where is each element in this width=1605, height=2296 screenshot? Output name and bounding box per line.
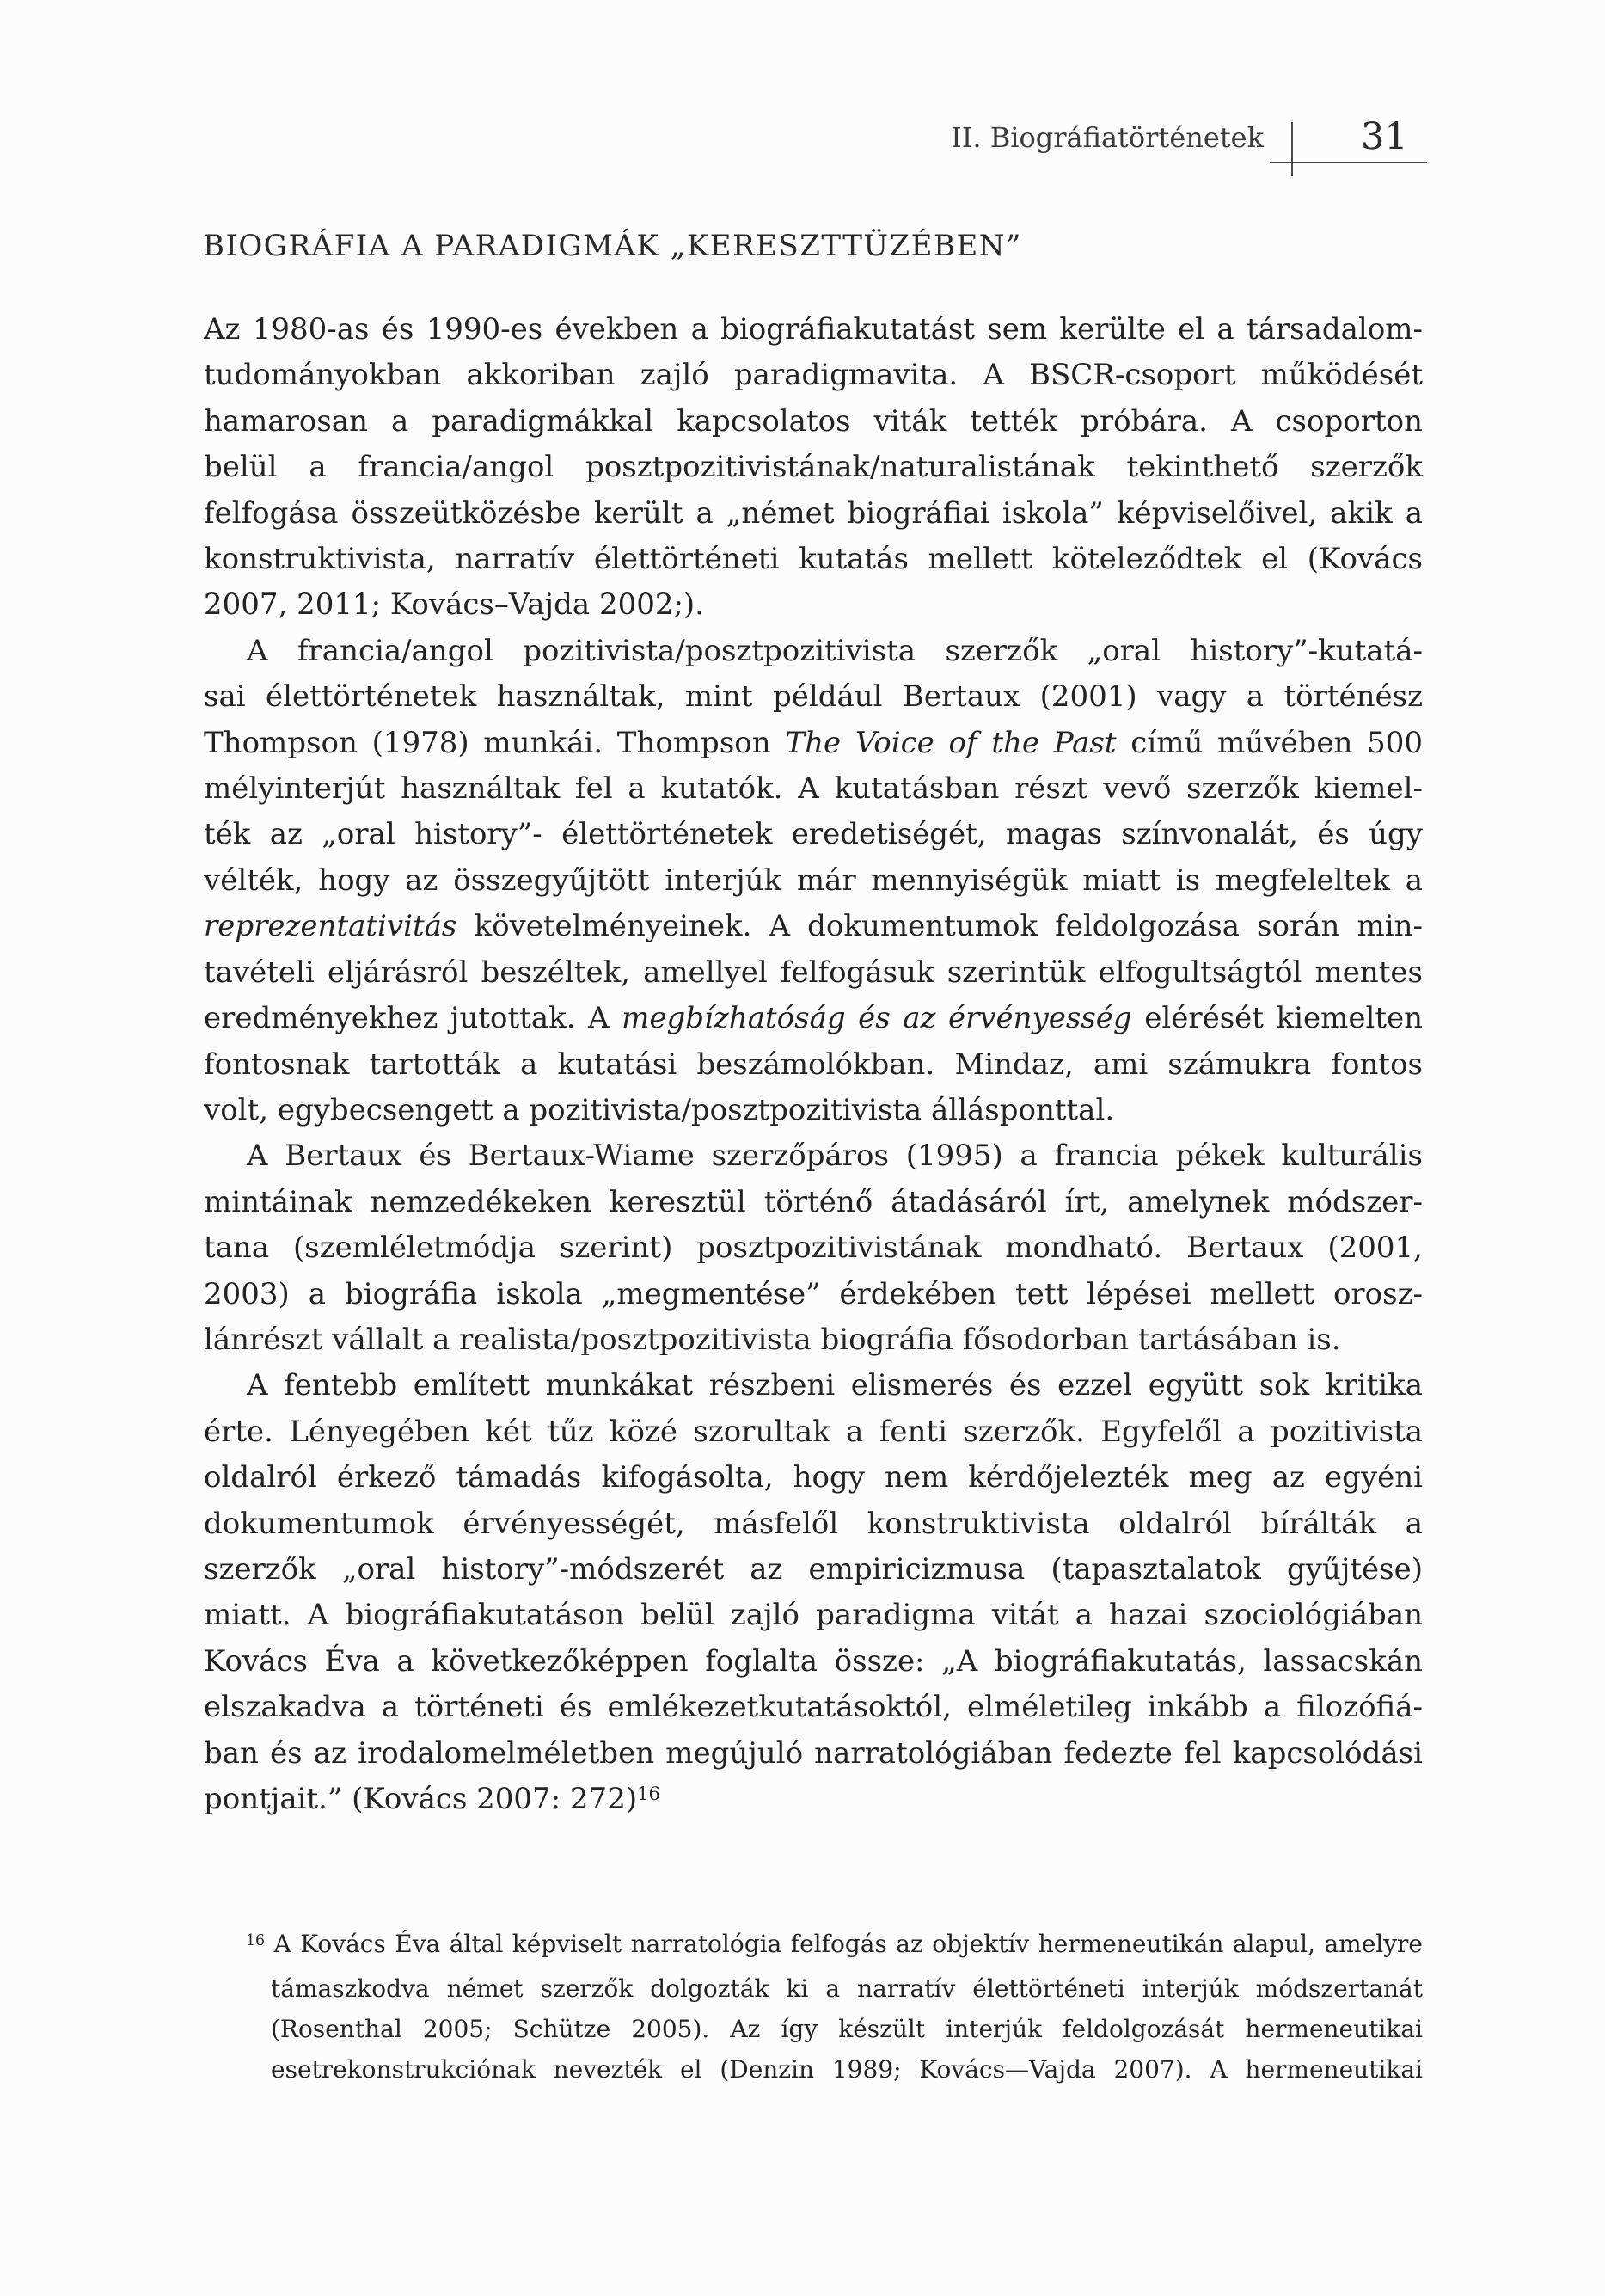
text-segment: miatt. A biográfiakutatáson belül zajló paradigma vitát a hazai szociológiában [204,1598,1423,1633]
text-segment: volt, egybecsengett a pozitivista/posztpozitivista állásponttal. [204,1092,1115,1127]
text-segment: elszakadva a történeti és emlékezetkutatásoktól, elméletileg inkább a filozófiá- [204,1690,1423,1725]
body-line [204,996,1423,1041]
text-segment: Az 1980-as és 1990-es években a biográfiakutatást sem kerülte el a társadalom- [204,312,1423,347]
footnote-line [271,2009,1423,2049]
text-segment: oldalról érkező támadás kifogásolta, hogy nem kérdőjelezték meg az egyéni [204,1460,1423,1495]
text-segment: ték az „oral history”- élettörténetek eredetiségét, magas színvonalát, és úgy [204,817,1423,852]
body-line [204,1685,1423,1730]
body-line [204,812,1423,857]
footnote-line [271,1968,1423,2009]
text-segment: elérését kiemelten [1131,1001,1424,1036]
text-segment: A Bertaux és Bertaux-Wiame szerzőpáros (1995) a francia pékek kulturális [247,1139,1423,1174]
text-segment: szerzők „oral history”-módszerét az empiricizmusa (tapasztalatok gyűjtése) [204,1551,1423,1587]
paragraph-4 [204,1363,1423,1825]
footnote-reference: 16 [246,1931,266,1949]
header-vertical-rule [1291,122,1293,176]
text-segment: című művében 500 [1116,725,1423,760]
body-line [204,1639,1423,1685]
text-segment: A francia/angol pozitivista/posztpozitivista szerzők „oral history”-kutatá- [247,633,1423,668]
body-line [204,1225,1423,1271]
body-line [204,1777,1423,1825]
body-line [204,1363,1423,1409]
body-line [204,582,1423,628]
text-segment: A Kovács Éva által képviselt narratológia felfogás az objektív hermeneutikán alapul, amelyre [265,1930,1423,1958]
body-line [204,1272,1423,1317]
text-segment: érte. Lényegében két tűz közé szorultak a fenti szerzők. Egyfelől a pozitivista [204,1414,1423,1449]
body-line [204,1593,1423,1638]
paragraph-2 [204,629,1423,1133]
body-text [204,307,1423,1825]
body-line [204,950,1423,996]
page-number: 31 [1361,115,1408,158]
body-line [204,445,1423,490]
text-segment: mélyinterjút használtak fel a kutatók. A kutatásban részt vevő szerzők kiemel- [204,771,1423,807]
body-line [204,629,1423,674]
text-segment: 2003) a biográfia iskola „megmentése” érdekében tett lépései mellett orosz- [204,1276,1423,1311]
body-line [204,1731,1423,1777]
header-horizontal-rule [1270,162,1427,163]
body-line [204,904,1423,949]
italic-text-segment: reprezentativitás [204,909,457,944]
text-segment: tana (szemléletmódja szerint) posztpozitivistának mondható. Bertaux (2001, [204,1231,1423,1266]
footnote-line [246,1924,1423,1968]
body-line [204,537,1423,582]
body-line [204,858,1423,904]
text-segment: 2007, 2011; Kovács–Vajda 2002;). [204,587,705,623]
text-segment: belül a francia/angol posztpozitivistának/naturalistának tekinthető szerzők [204,450,1423,485]
text-segment: lánrészt vállalt a realista/posztpozitivista biográfia fősodorban tartásában is. [204,1322,1341,1357]
body-line [204,1088,1423,1133]
body-line [204,1409,1423,1455]
text-segment: felfogása összeütközésbe került a „német biográfiai iskola” képviselőivel, akik a [204,495,1423,531]
body-line [204,1547,1423,1593]
text-segment: Thompson (1978) munkái. Thompson [204,725,786,760]
body-line [204,1501,1423,1547]
text-segment: ban és az irodalomelméletben megújuló narratológiában fedezte fel kapcsolódási [204,1735,1423,1771]
body-line [204,1455,1423,1501]
text-segment: mintáinak nemzedékeken keresztül történő átadásáról írt, amelynek módszer- [204,1184,1423,1219]
text-segment: vélték, hogy az összegyűjtött interjúk már mennyiségük miatt is megfeleltek a [204,863,1423,898]
text-segment: esetrekonstrukciónak nevezték el (Denzin 1989; Kovács—Vajda 2007). A hermeneutikai [271,2055,1423,2084]
footnote-reference: 16 [637,1782,660,1804]
body-line [204,399,1423,445]
text-segment: támaszkodva német szerzők dolgozták ki a narratív élettörténeti interjúk módszertanát [271,1974,1423,2003]
text-segment: követelményeinek. A dokumentumok feldolgozása során min- [456,909,1423,944]
section-title: BIOGRÁFIA A PARADIGMÁK „KERESZTTÜZÉBEN” [203,228,1022,263]
text-segment: dokumentumok érvényességét, másfelől konstruktivista oldalról bírálták a [204,1506,1423,1541]
footnote-line [271,2049,1423,2090]
text-segment: pontjait.” (Kovács 2007: 272) [204,1782,638,1816]
running-header-chapter: II. Biográfiatörténetek [951,121,1264,154]
italic-text-segment: The Voice of the Past [785,725,1117,760]
text-segment: tudományokban akkoriban zajló paradigmavita. A BSCR-csoport működését [204,358,1423,393]
body-line [204,1133,1423,1179]
body-line [204,1180,1423,1225]
text-segment: A fentebb említett munkákat részbeni elismerés és ezzel együtt sok kritika [247,1368,1423,1403]
text-segment: eredményekhez jutottak. A [204,1001,622,1036]
body-line [204,1317,1423,1363]
body-line [204,491,1423,537]
text-segment: fontosnak tartották a kutatási beszámolókban. Mindaz, ami számukra fontos [204,1047,1423,1082]
footnote [246,1924,1423,2090]
body-line [204,721,1423,766]
text-segment: tavételi eljárásról beszéltek, amellyel felfogásuk szerintük elfogultságtól mentes [204,955,1423,990]
body-line [204,766,1423,812]
text-segment: Kovács Éva a következőképpen foglalta össze: „A biográfiakutatás, lassacskán [204,1643,1423,1679]
body-line [204,307,1423,353]
paragraph-3 [204,1133,1423,1363]
body-line [204,1042,1423,1088]
paragraph-1 [204,307,1423,629]
body-line [204,353,1423,398]
text-segment: konstruktivista, narratív élettörténeti kutatás mellett köteleződtek el (Kovács [204,542,1423,577]
text-segment: sai élettörténetek használtak, mint például Bertaux (2001) vagy a történész [204,679,1423,715]
text-segment: (Rosenthal 2005; Schütze 2005). Az így készült interjúk feldolgozását hermeneutikai [271,2015,1423,2043]
italic-text-segment: megbízhatóság és az érvényesség [622,1001,1132,1036]
body-line [204,674,1423,720]
text-segment: hamarosan a paradigmákkal kapcsolatos viták tették próbára. A csoporton [204,403,1423,439]
